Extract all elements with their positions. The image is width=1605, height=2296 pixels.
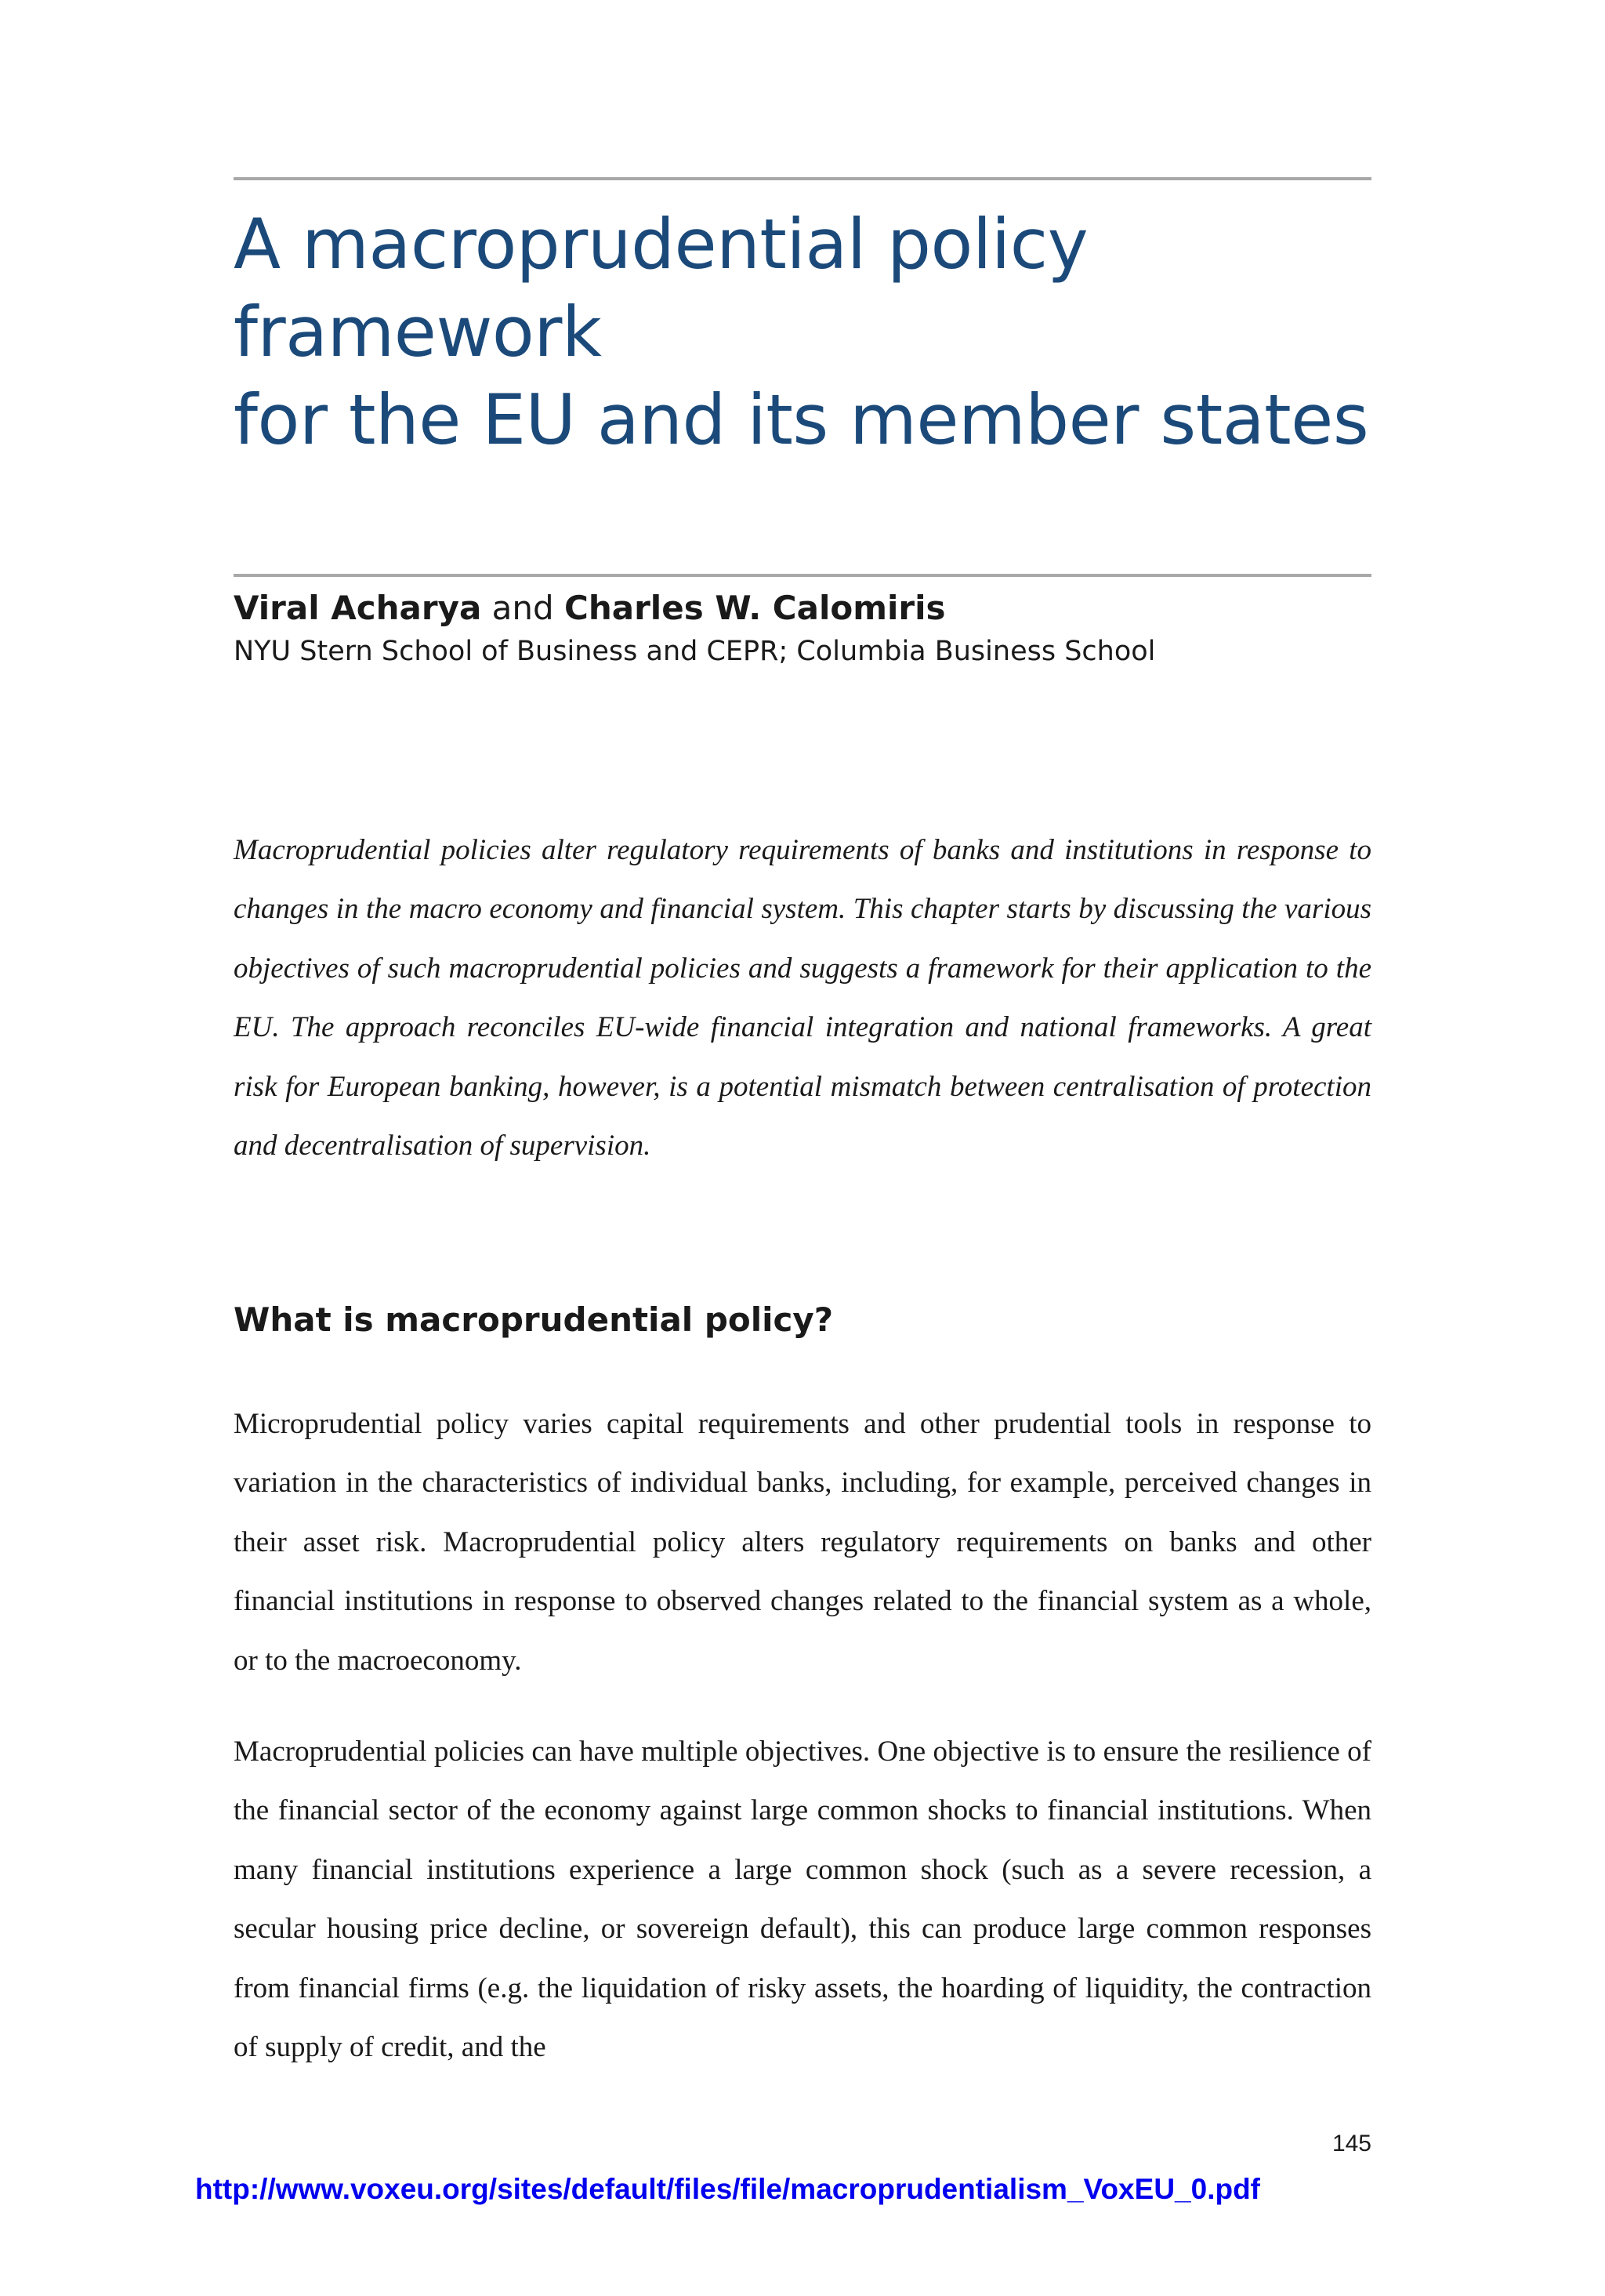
author-conjunction: and (481, 589, 565, 627)
source-url-link[interactable]: http://www.voxeu.org/sites/default/files/file/macroprudentialism_VoxEU_0.pdf (195, 2173, 1260, 2205)
author-rule (234, 574, 1371, 577)
section-heading: What is macroprudential policy? (234, 1300, 834, 1339)
body-paragraph-2: Macroprudential policies can have multiple objectives. One objective is to ensure the resilience of the financial sector of the economy against large common shocks to financial institutions. When many financial institutions experience a large common shock (such as a severe recession, a secular housing price decline, or sovereign default), this can produce large common responses from financial firms (e.g. the liquidation of risky assets, the hoarding of liquidity, the contraction of supply of credit, and the (234, 1736, 1371, 2064)
chapter-title (234, 201, 1409, 464)
chapter-title-line-1: A macroprudential policy framework (234, 204, 1089, 372)
author-affiliation: NYU Stern School of Business and CEPR; Columbia Business School (234, 636, 1156, 667)
top-rule (234, 177, 1371, 180)
author-line (234, 586, 945, 630)
body-paragraph-1: Microprudential policy varies capital requirements and other prudential tools in response to variation in the characteristics of individual banks, including, for example, perceived changes in their asset risk. Macroprudential policy alters regulatory requirements on banks and other financial institutions in response to observed changes related to the financial system as a whole, or to the macroeconomy. (234, 1408, 1371, 1677)
author-1: Viral Acharya (234, 589, 482, 627)
author-2: Charles W. Calomiris (564, 589, 946, 627)
page-number: 145 (1331, 2131, 1371, 2156)
chapter-title-line-2: for the EU and its member states (234, 379, 1369, 460)
abstract: Macroprudential policies alter regulatory requirements of banks and institutions in response to changes in the macro economy and financial system. This chapter starts by discussing the various objectives of such macroprudential policies and suggests a framework for their application to the EU. The approach reconciles EU-wide financial integration and national frameworks. A great risk for European banking, however, is a potential mismatch between centralisation of protection and decentralisation of supervision. (234, 834, 1371, 1163)
